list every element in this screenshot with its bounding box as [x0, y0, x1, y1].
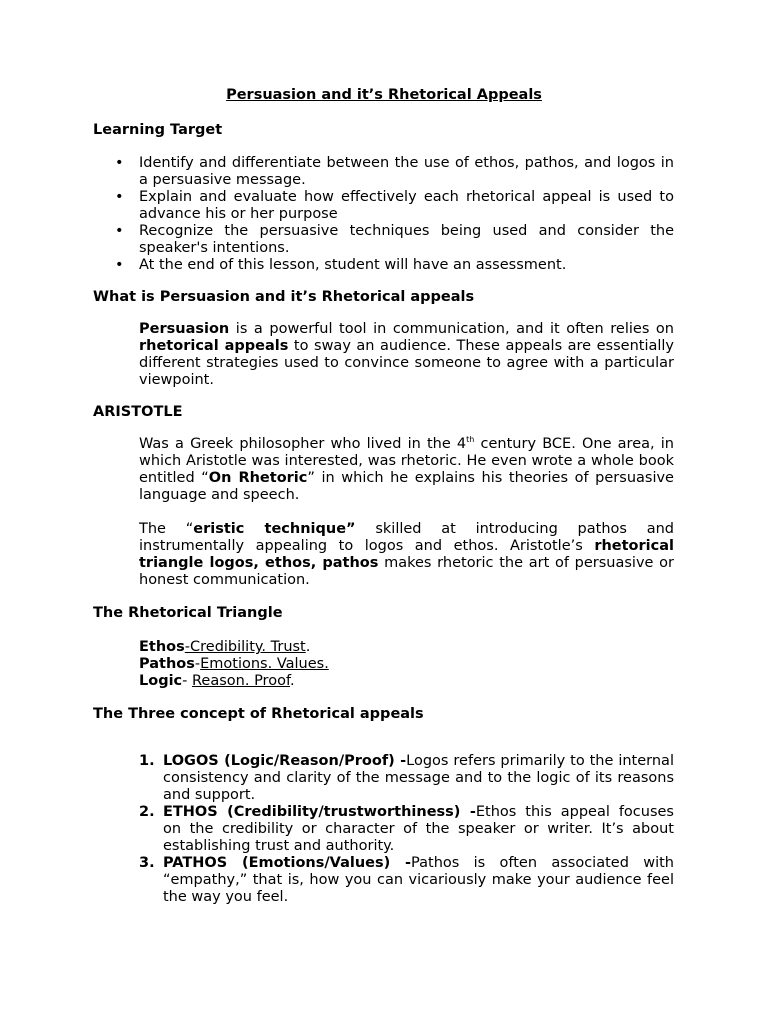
- term: Pathos: [139, 656, 195, 672]
- ordinal-superscript: th: [466, 435, 475, 445]
- item-number: 2.: [139, 804, 155, 820]
- persuasion-term: Persuasion: [139, 321, 230, 337]
- concept-term: PATHOS (Emotions/Values) -: [163, 855, 412, 871]
- term: Ethos: [139, 639, 185, 655]
- paragraph-text: skilled at introducing pathos and instrumentally appealing to logos and ethos. Aristotle’s: [139, 521, 674, 554]
- concept-text: Pathos is often associated with “empathy,” that is, how you can vicariously make your audience feel the way you feel.: [163, 855, 674, 905]
- list-item: [139, 855, 674, 906]
- paragraph-text: is a powerful tool in communication, and it often relies on: [229, 321, 674, 337]
- learning-target-heading: Learning Target: [93, 122, 223, 138]
- concepts-list: [139, 753, 674, 906]
- rhetorical-triangle-list: [139, 639, 329, 690]
- concept-term: LOGOS (Logic/Reason/Proof) -: [163, 753, 407, 769]
- three-concepts-heading: The Three concept of Rhetorical appeals: [93, 706, 424, 722]
- definition: [185, 639, 306, 655]
- term: Logic: [139, 673, 183, 689]
- book-title: On Rhetoric: [208, 470, 308, 486]
- concept-text: Logos refers primarily to the internal consistency and clarity of the message and to the logic of its reasons and support.: [163, 753, 674, 803]
- paragraph-text: makes rhetoric the art of persuasive or honest communication.: [139, 555, 674, 588]
- list-item: [139, 753, 674, 804]
- triangle-line-logic: [139, 673, 329, 690]
- terminal-punctuation: .: [305, 639, 311, 655]
- paragraph-text: to sway an audience. These appeals are essentially different strategies used to convince someone to agree with a particular viewpoint.: [139, 338, 674, 388]
- triangle-line-ethos: [139, 639, 329, 656]
- learning-target-list: [93, 155, 674, 274]
- list-item: • Identify and differentiate between the use of ethos, pathos, and logos in a persuasive message.: [93, 155, 674, 189]
- separator: -: [194, 656, 201, 672]
- persuasion-paragraph: [139, 321, 674, 389]
- paragraph-text: The “: [139, 521, 194, 537]
- rhetorical-triangle-heading: The Rhetorical Triangle: [93, 605, 283, 621]
- separator: -: [184, 639, 190, 655]
- separator: -: [182, 673, 192, 689]
- aristotle-paragraph-1: [139, 436, 674, 504]
- list-item: • Recognize the persuasive techniques being used and consider the speaker's intentions.: [93, 223, 674, 257]
- item-number: 3.: [139, 855, 155, 871]
- aristotle-paragraph-2: [139, 521, 674, 589]
- item-number: 1.: [139, 753, 155, 769]
- concept-term: ETHOS (Credibility/trustworthiness) -: [163, 804, 476, 820]
- eristic-technique-term: eristic technique”: [193, 521, 356, 537]
- aristotle-heading: ARISTOTLE: [93, 404, 183, 420]
- list-item: • Explain and evaluate how effectively each rhetorical appeal is used to advance his or her purpose: [93, 189, 674, 223]
- rhetorical-appeals-term: rhetorical appeals: [139, 338, 289, 354]
- persuasion-heading: What is Persuasion and it’s Rhetorical appeals: [93, 289, 475, 305]
- rhetorical-triangle-term: rhetorical triangle logos, ethos, pathos: [139, 538, 674, 571]
- list-item: [139, 804, 674, 855]
- definition: Emotions. Values.: [200, 656, 329, 672]
- list-item: • At the end of this lesson, student will have an assessment.: [93, 257, 674, 274]
- definition: Reason. Proof: [192, 673, 290, 689]
- paragraph-text: ” in which he explains his theories of persuasive language and speech.: [139, 470, 674, 503]
- definition-text: Credibility. Trust: [190, 639, 306, 655]
- paragraph-text: century BCE. One area, in which Aristotle was interested, was rhetoric. He even wrote a whole book entitled “: [139, 436, 674, 486]
- paragraph-text: Was a Greek philosopher who lived in the 4: [139, 436, 467, 452]
- concept-text: Ethos this appeal focuses on the credibility or character of the speaker or writer. It’s about establishing trust and authority.: [163, 804, 674, 854]
- terminal-punctuation: .: [290, 673, 295, 689]
- document-title: Persuasion and it’s Rhetorical Appeals: [226, 87, 542, 103]
- triangle-line-pathos: [139, 656, 329, 673]
